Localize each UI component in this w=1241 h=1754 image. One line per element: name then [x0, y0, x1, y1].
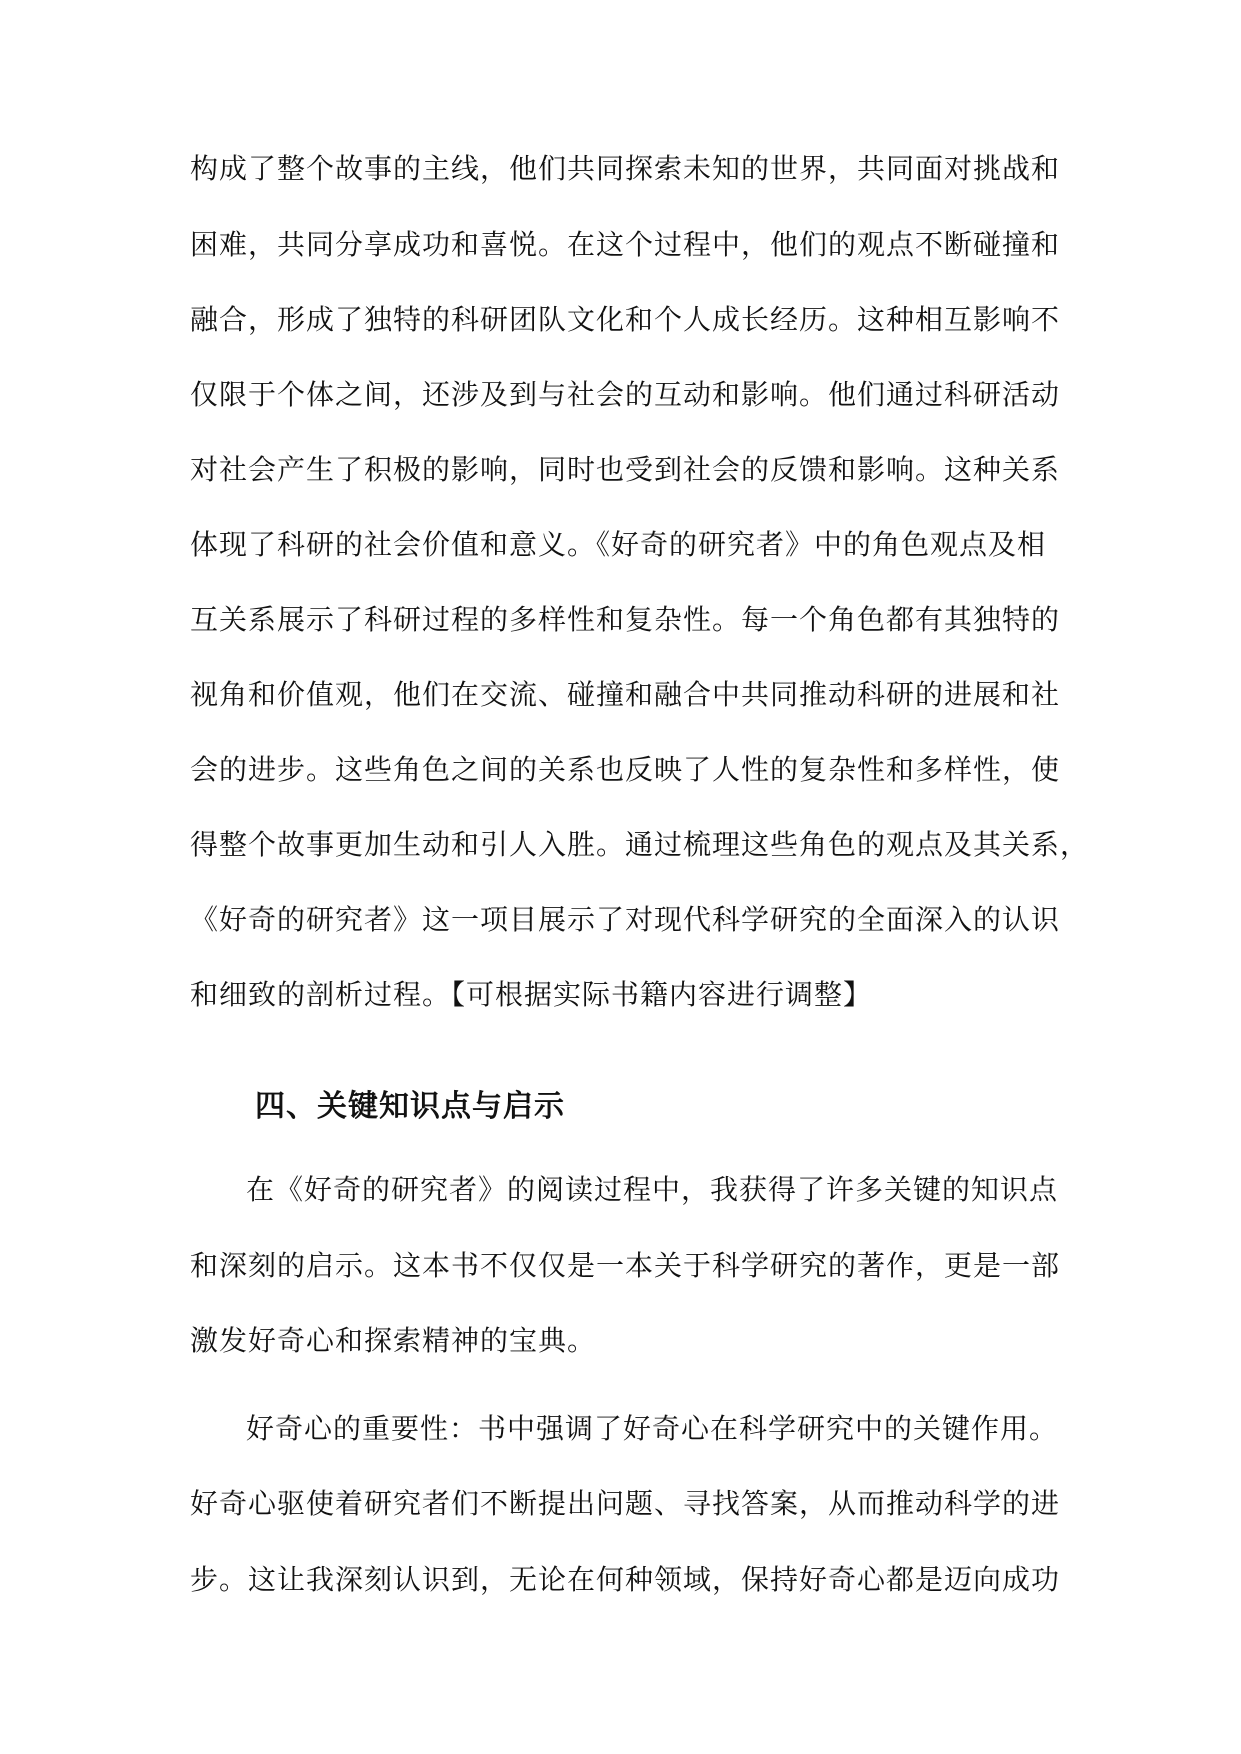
paragraph-line: 得整个故事更加生动和引人入胜。通过梳理这些角色的观点及其关系， — [190, 828, 1090, 861]
paragraph-line: 困难，共同分享成功和喜悦。在这个过程中，他们的观点不断碰撞和 — [190, 228, 1061, 261]
section-heading: 四、关键知识点与启示 — [255, 1089, 565, 1124]
paragraph-line: 互关系展示了科研过程的多样性和复杂性。每一个角色都有其独特的 — [190, 603, 1061, 636]
paragraph-line: 《好奇的研究者》这一项目展示了对现代科学研究的全面深入的认识 — [190, 903, 1061, 936]
paragraph-line: 对社会产生了积极的影响，同时也受到社会的反馈和影响。这种关系 — [190, 453, 1061, 486]
paragraph-line: 和细致的剖析过程。【可根据实际书籍内容进行调整】 — [190, 978, 873, 1011]
paragraph-line: 视角和价值观，他们在交流、碰撞和融合中共同推动科研的进展和社 — [190, 678, 1061, 711]
paragraph-line: 好奇心驱使着研究者们不断提出问题、寻找答案，从而推动科学的进 — [190, 1487, 1061, 1520]
paragraph-line: 步。这让我深刻认识到，无论在何种领域，保持好奇心都是迈向成功 — [190, 1563, 1061, 1596]
paragraph-line: 会的进步。这些角色之间的关系也反映了人性的复杂性和多样性，使 — [190, 753, 1061, 786]
paragraph-line: 体现了科研的社会价值和意义。《好奇的研究者》中的角色观点及相 — [190, 528, 1047, 561]
paragraph-line: 在《好奇的研究者》的阅读过程中，我获得了许多关键的知识点 — [246, 1173, 1059, 1206]
paragraph-line: 好奇心的重要性：书中强调了好奇心在科学研究中的关键作用。 — [246, 1412, 1059, 1445]
paragraph-line: 仅限于个体之间，还涉及到与社会的互动和影响。他们通过科研活动 — [190, 378, 1061, 411]
paragraph-line: 融合，形成了独特的科研团队文化和个人成长经历。这种相互影响不 — [190, 303, 1061, 336]
paragraph-line: 和深刻的启示。这本书不仅仅是一本关于科学研究的著作，更是一部 — [190, 1249, 1061, 1282]
paragraph-line: 构成了整个故事的主线，他们共同探索未知的世界，共同面对挑战和 — [190, 152, 1061, 185]
paragraph-line: 激发好奇心和探索精神的宝典。 — [190, 1324, 597, 1357]
